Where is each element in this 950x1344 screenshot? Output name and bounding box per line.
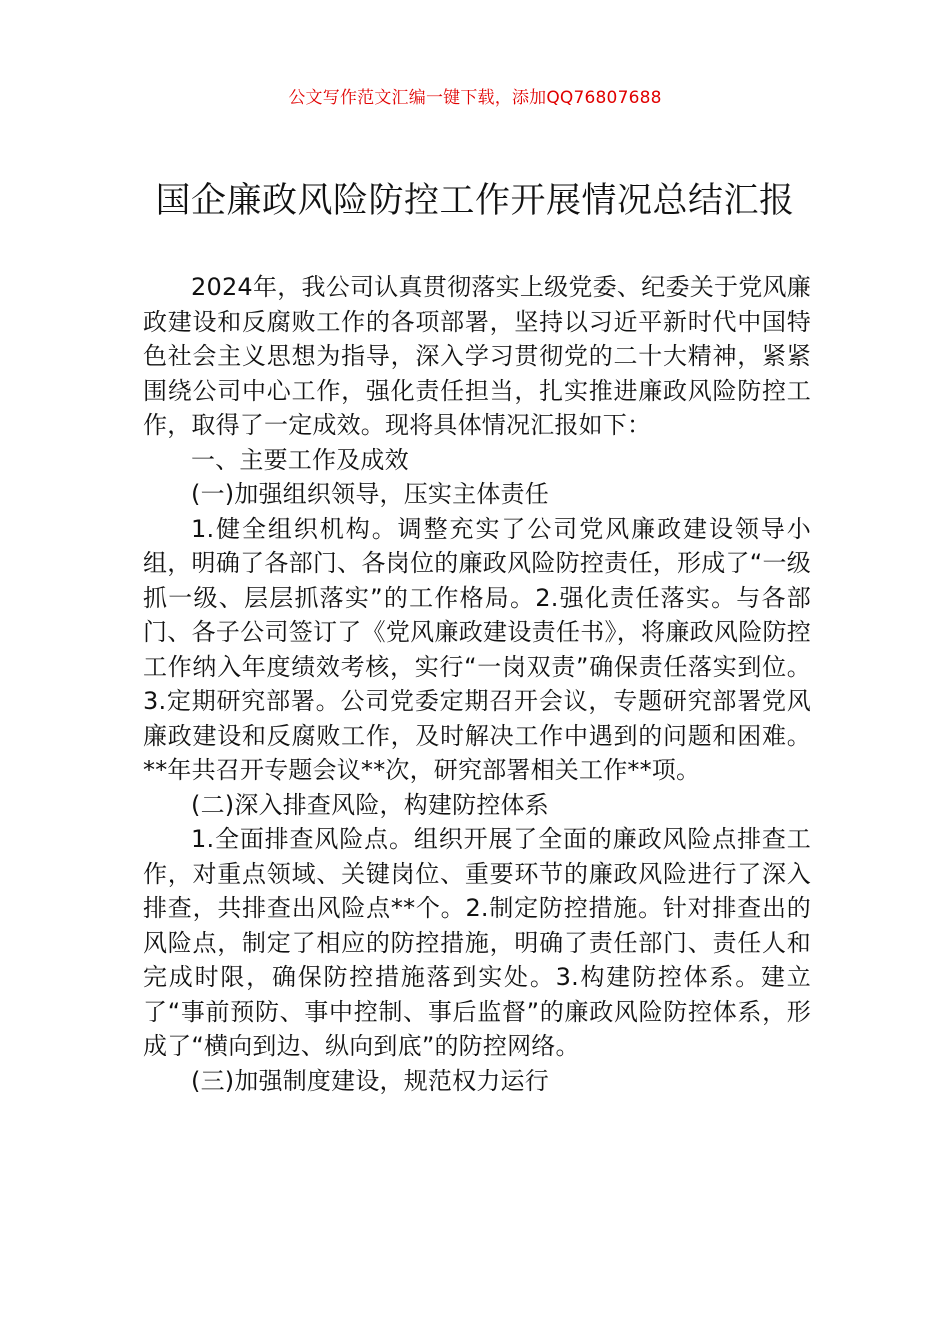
section-heading-main-work: 一、主要工作及成效 <box>191 445 409 474</box>
subsection-heading-2: (二)深入排查风险，构建防控体系 <box>191 790 549 819</box>
document-body <box>143 270 811 1098</box>
subsection-2-paragraph: 1.全面排查风险点。组织开展了全面的廉政风险点排查工作，对重点领域、关键岗位、重要环节的廉政风险进行了深入排查，共排查出风险点**个。2.制定防控措施。针对排查出的风险点，制定了相应的防控措施，明确了责任部门、责任人和完成时限，确保防控措施落到实处。3.构建防控体系。建立了“事前预防、事中控制、事后监督”的廉政风险防控体系，形成了“横向到边、纵向到底”的防控网络。 <box>143 825 811 1060</box>
header-download-note: 公文写作范文汇编一键下载，添加QQ76807688 <box>288 88 662 108</box>
subsection-heading-1: (一)加强组织领导，压实主体责任 <box>191 480 549 508</box>
subsection-heading-3: (三)加强制度建设，规范权力运行 <box>191 1066 549 1095</box>
document-title: 国企廉政风险防控工作开展情况总结汇报 <box>155 181 795 221</box>
subsection-1-paragraph: 1.健全组织机构。调整充实了公司党风廉政建设领导小组，明确了各部门、各岗位的廉政风险防控责任，形成了“一级抓一级、层层抓落实”的工作格局。2.强化责任落实。与各部门、各子公司签订了《党风廉政建设责任书》，将廉政风险防控工作纳入年度绩效考核，实行“一岗双责”确保责任落实到位。3.定期研究部署。公司党委定期召开会议，专题研究部署党风廉政建设和反腐败工作，及时解决工作中遇到的问题和困难。**年共召开专题会议**次，研究部署相关工作**项。 <box>143 514 811 784</box>
intro-paragraph: 2024年，我公司认真贯彻落实上级党委、纪委关于党风廉政建设和反腐败工作的各项部署，坚持以习近平新时代中国特色社会主义思想为指导，深入学习贯彻党的二十大精神，紧紧围绕公司中心工作，强化责任担当，扎实推进廉政风险防控工作，取得了一定成效。现将具体情况汇报如下： <box>143 273 811 439</box>
